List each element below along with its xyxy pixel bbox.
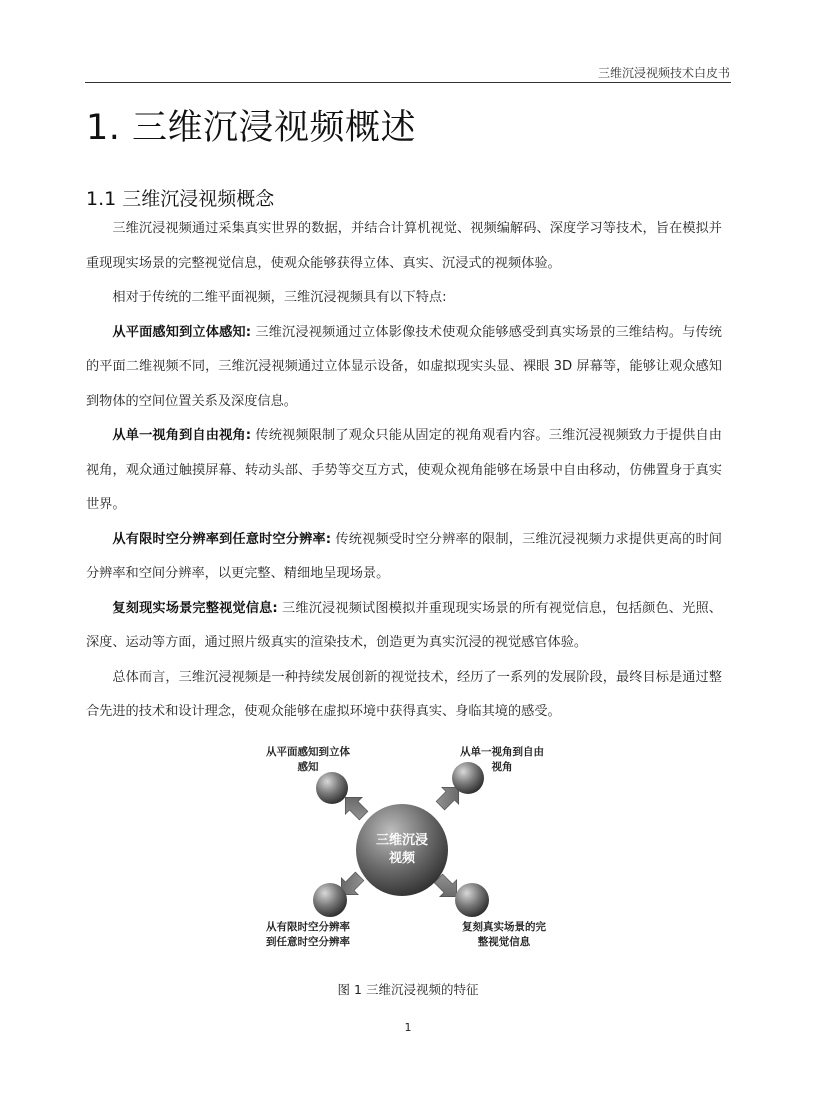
center-label-line2: 视频	[388, 851, 416, 866]
section-title: 1.1 三维沉浸视频概念	[86, 188, 275, 210]
body-text	[86, 212, 722, 730]
paragraph	[86, 523, 722, 592]
paragraph-text: 三维沉浸视频通过立体影像技术使观众能够感受到真实场景的三维结构。与传统的平面二维视频不同，三维沉浸视频通过立体显示设备，如虚拟现实头显、裸眼 3D 屏幕等，能够让观众感知到物体的空间位置关系及深度信息。	[86, 324, 722, 409]
label-top-left: 从平面感知到立体感知	[266, 746, 350, 773]
paragraph	[86, 592, 722, 661]
paragraph-lead: 复刻现实场景完整视觉信息:	[112, 600, 278, 616]
paragraph-lead: 从有限时空分辨率到任意时空分辨率:	[112, 531, 332, 547]
sphere-top-left-icon	[316, 772, 348, 804]
running-header: 三维沉浸视频技术白皮书	[597, 66, 730, 80]
paragraph	[86, 419, 722, 523]
center-label-line1: 三维沉浸	[375, 833, 429, 848]
paragraph-text: 三维沉浸视频试图模拟并重现现实场景的所有视觉信息，包括颜色、光照、深度、运动等方面，通过照片级真实的渲染技术，创造更为真实沉浸的视觉感官体验。	[86, 600, 722, 650]
paragraph-lead: 从单一视角到自由视角:	[112, 428, 252, 443]
paragraph	[86, 316, 722, 420]
label-top-right: 从单一视角到自由视角	[460, 746, 544, 773]
center-sphere-icon	[356, 804, 448, 896]
paragraph	[86, 212, 722, 281]
paragraph-lead: 从平面感知到立体感知:	[112, 324, 252, 340]
paragraph-text: 三维沉浸视频通过采集真实世界的数据，并结合计算机视觉、视频编解码、深度学习等技术，旨在模拟并重现现实场景的完整视觉信息，使观众能够获得立体、真实、沉浸式的视频体验。	[86, 221, 722, 271]
paragraph	[86, 281, 722, 316]
paragraph	[86, 661, 722, 730]
label-bottom-right: 复刻真实场景的完整视觉信息	[462, 921, 546, 948]
sphere-bottom-left-icon	[313, 883, 347, 917]
paragraph-text: 总体而言，三维沉浸视频是一种持续发展创新的视觉技术，经历了一系列的发展阶段，最终目标是通过整合先进的技术和设计理念，使观众能够在虚拟环境中获得真实、身临其境的感受。	[86, 669, 722, 719]
chapter-title: 1. 三维沉浸视频概述	[86, 108, 417, 148]
label-bottom-left: 从有限时空分辨率到任意时空分辨率	[266, 921, 350, 948]
page-number: 1	[404, 1021, 412, 1034]
sphere-bottom-right-icon	[455, 883, 489, 917]
paragraph-text: 相对于传统的二维平面视频，三维沉浸视频具有以下特点:	[112, 290, 447, 305]
paragraph-text: 传统视频限制了观众只能从固定的视角观看内容。三维沉浸视频致力于提供自由视角，观众通过触摸屏幕、转动头部、手势等交互方式，使观众视角能够在场景中自由移动，仿佛置身于真实世界。	[86, 428, 722, 512]
figure-caption: 图 1 三维沉浸视频的特征	[337, 982, 479, 997]
header-rule	[85, 82, 731, 83]
paragraph-text: 传统视频受时空分辨率的限制，三维沉浸视频力求提供更高的时间分辨率和空间分辨率，以更完整、精细地呈现场景。	[86, 531, 722, 581]
feature-diagram	[250, 738, 560, 964]
